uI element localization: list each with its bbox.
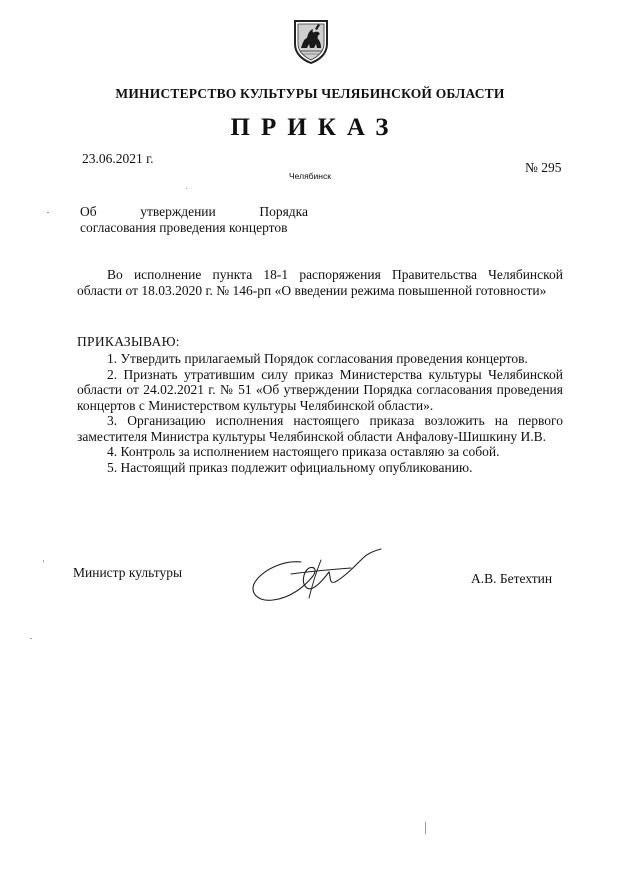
order-items	[77, 351, 563, 475]
coat-of-arms-icon	[291, 18, 331, 64]
signer-name: А.В. Бетехтин	[471, 571, 553, 586]
scan-speck	[47, 212, 49, 213]
document-number: № 295	[525, 160, 562, 175]
order-item-4: 4. Контроль за исполнением настоящего приказа оставляю за собой.	[107, 444, 500, 459]
document-type-title: ПРИКАЗ	[230, 114, 400, 141]
order-item-1: 1. Утвердить прилагаемый Порядок согласования проведения концертов.	[107, 351, 528, 366]
order-word: ПРИКАЗЫВАЮ:	[77, 334, 180, 349]
scan-speck	[186, 188, 187, 189]
order-item-5: 5. Настоящий приказ подлежит официальному опубликованию.	[107, 459, 473, 475]
scan-speck	[43, 560, 44, 562]
signature-icon	[243, 548, 383, 608]
order-item-2: 2. Признать утратившим силу приказ Министерства культуры Челябинской области от 24.02.2021 г. № 51 «Об утверждении Порядка согласования проведения концертов с Министерством культуры Челябинской области».	[77, 366, 563, 413]
subject-line-2: согласования проведения концертов	[80, 220, 288, 235]
document-date: 23.06.2021 г.	[82, 151, 154, 166]
scan-speck	[425, 822, 426, 834]
order-item-3: 3. Организацию исполнения настоящего приказа возложить на первого заместителя Министра культуры Челябинской области Анфалову-Шишкину И.В.	[77, 413, 563, 444]
document-city: Челябинск	[289, 171, 331, 181]
scan-speck	[30, 638, 32, 639]
ministry-name: МИНИСТЕРСТВО КУЛЬТУРЫ ЧЕЛЯБИНСКОЙ ОБЛАСТИ	[115, 86, 505, 101]
subject-line-1: Об утверждении Порядка	[80, 204, 308, 219]
preamble	[77, 267, 563, 298]
document-subject	[80, 204, 308, 236]
signer-title: Министр культуры	[73, 565, 183, 580]
preamble-text: Во исполнение пункта 18-1 распоряжения Правительства Челябинской области от 18.03.2020 г. № 146-рп «О введении режима повышенной готовности»	[77, 267, 563, 298]
